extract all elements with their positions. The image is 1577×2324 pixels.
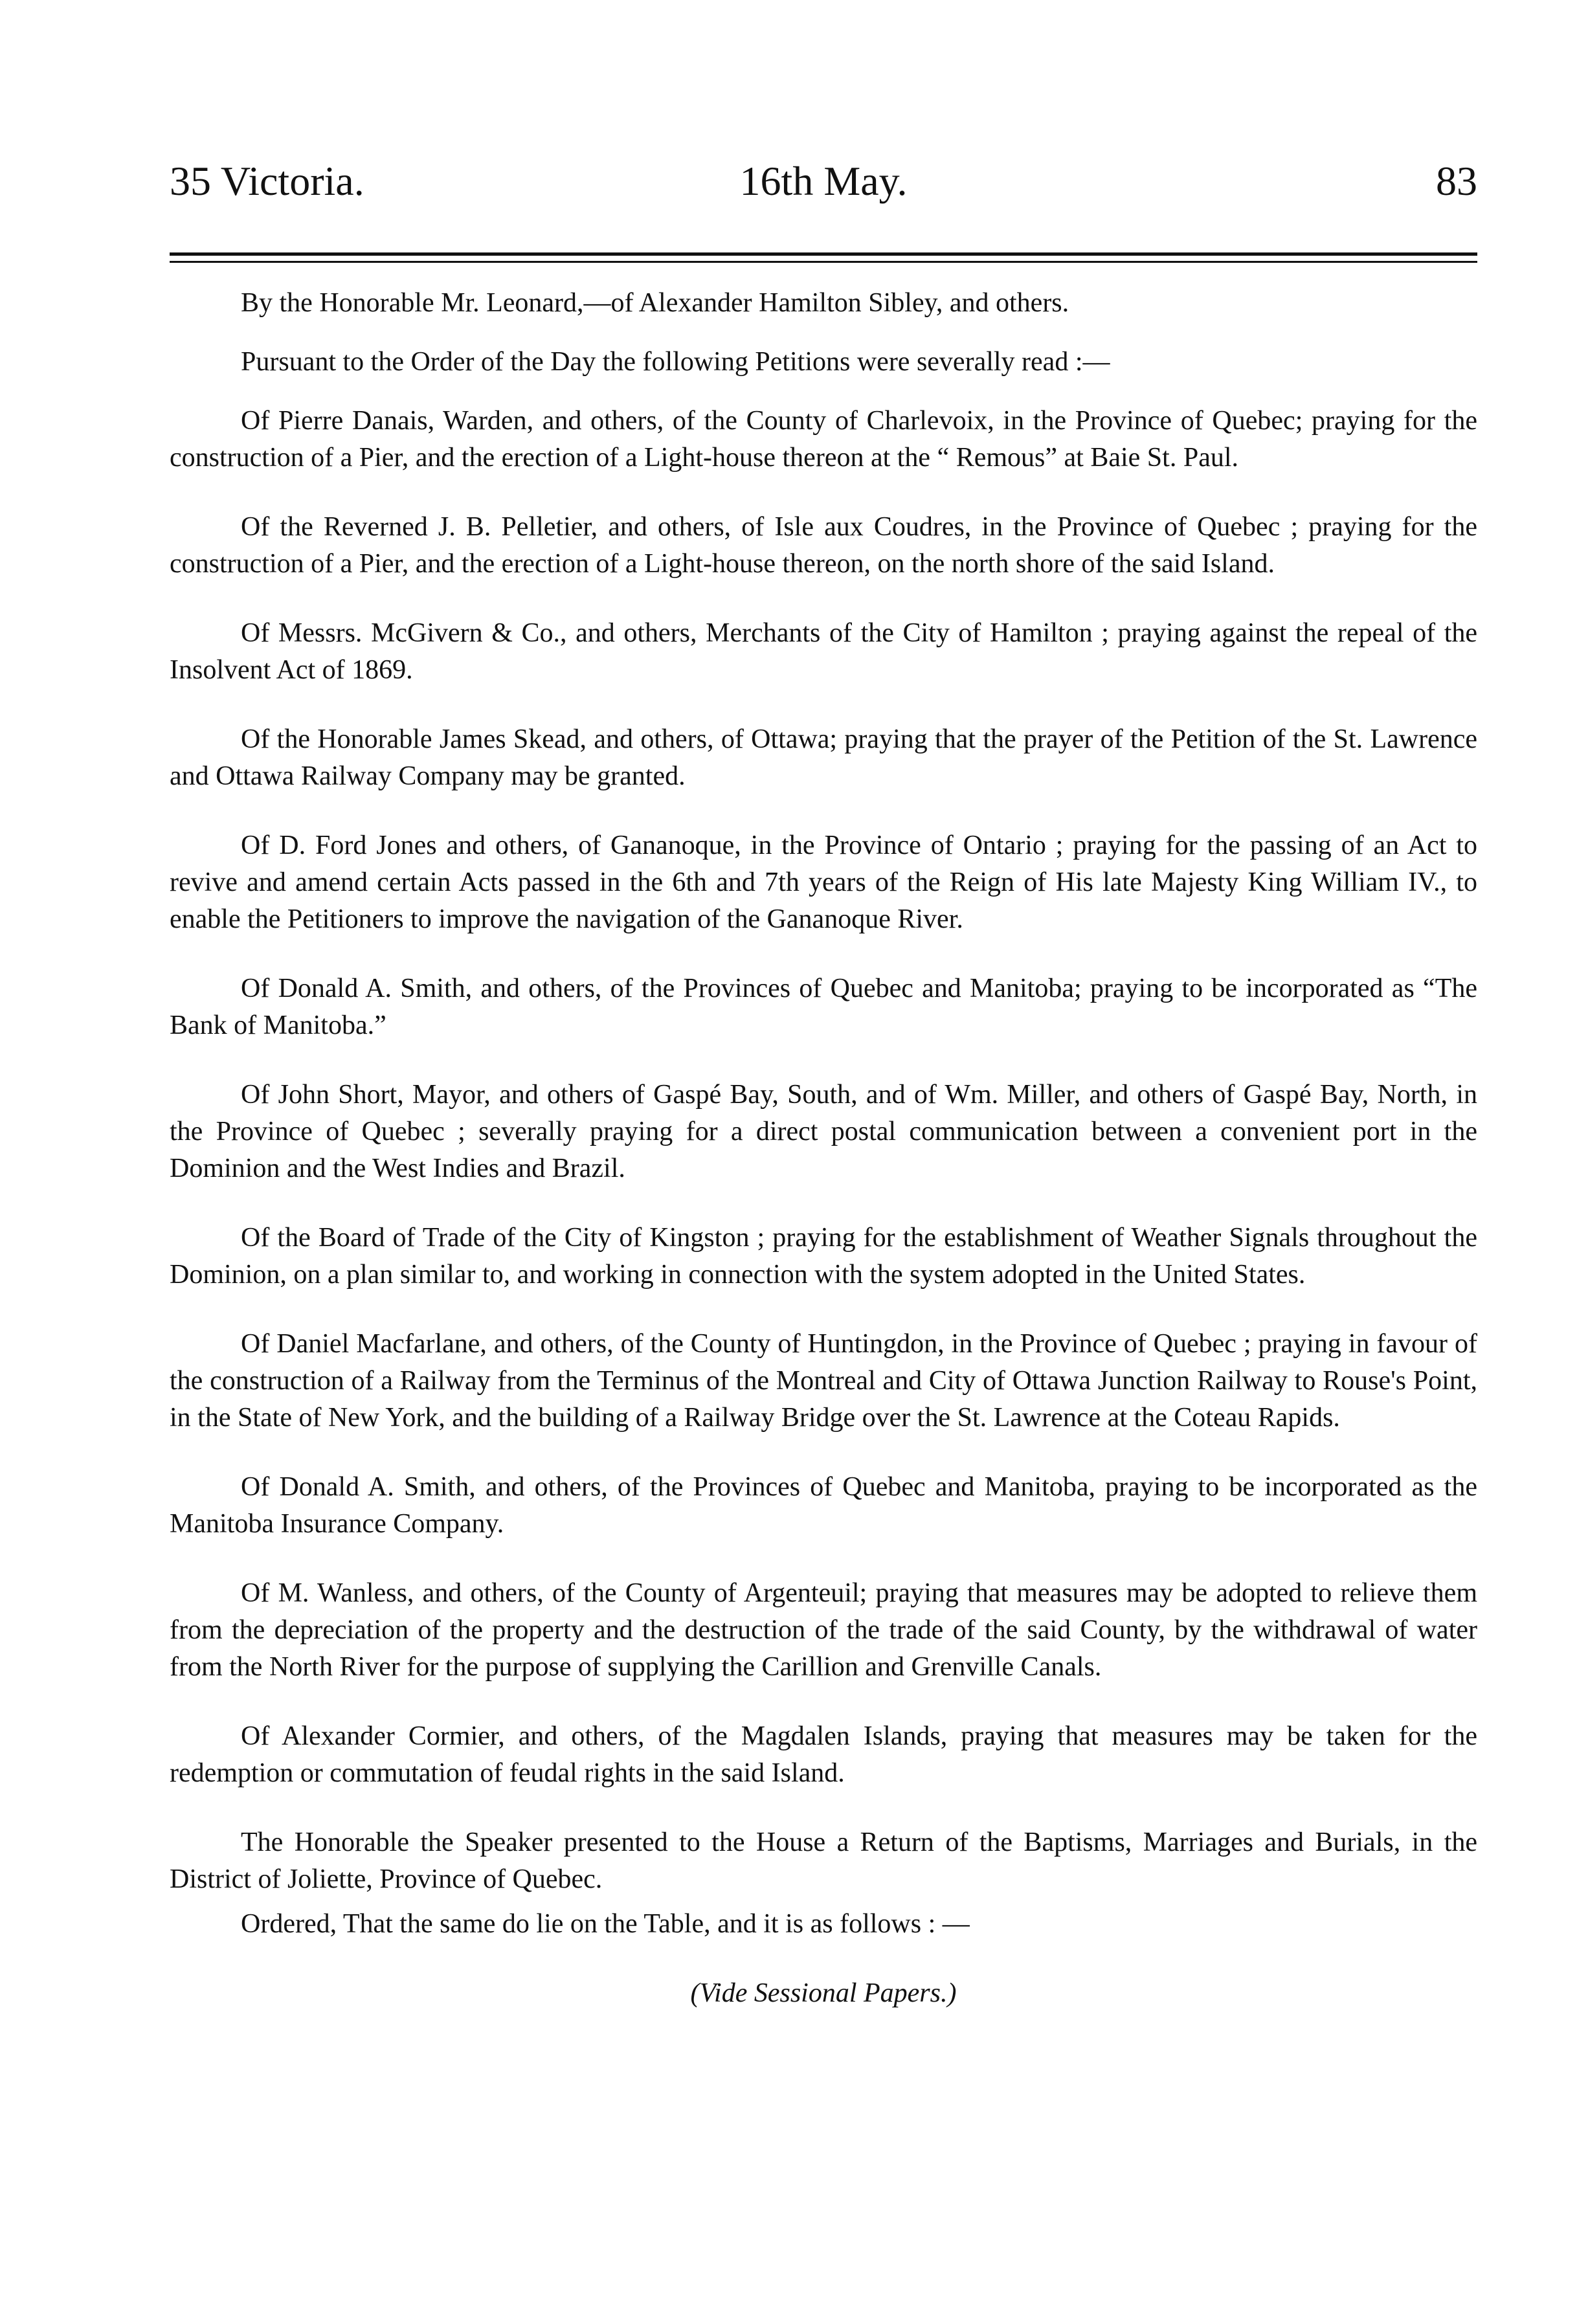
- petition-pelletier: Of the Reverned J. B. Pelletier, and others, of Isle aux Coudres, in the Province of Quebec ; praying for the construction of a Pier, and the erection of a Light-house thereon, on the north shore of the said Island.: [170, 512, 1477, 579]
- paragraph-order-of-day: Pursuant to the Order of the Day the following Petitions were severally read :—: [241, 347, 1110, 377]
- speaker-return: The Honorable the Speaker presented to the House a Return of the Baptisms, Marriages and Burials, in the District of Joliette, Province of Quebec.: [170, 1827, 1477, 1894]
- vide-sessional-papers: (Vide Sessional Papers.): [690, 1978, 957, 2008]
- petition-macfarlane: Of Daniel Macfarlane, and others, of the County of Huntingdon, in the Province of Quebec ; praying in favour of the construction of a Railway from the Terminus of the Montreal and City of Ottawa Junction Railway to Rouse's Point, in the State of New York, and the building of a Railway Bridge over the St. Lawrence at the Coteau Rapids.: [170, 1329, 1477, 1433]
- petition-smith-insurance: Of Donald A. Smith, and others, of the Provinces of Quebec and Manitoba, praying to be incorporated as the Manitoba Insurance Company.: [170, 1472, 1477, 1539]
- petition-danais: Of Pierre Danais, Warden, and others, of the County of Charlevoix, in the Province of Quebec; praying for the construction of a Pier, and the erection of a Light-house thereon at the “ Remous” at Baie St. Paul.: [170, 406, 1477, 473]
- petition-ford-jones: Of D. Ford Jones and others, of Gananoque, in the Province of Ontario ; praying for the passing of an Act to revive and amend certain Acts passed in the 6th and 7th years of the Reign of His late Majesty King William IV., to enable the Petitioners to improve the navigation of the Gananoque River.: [170, 831, 1477, 934]
- petition-short-miller: Of John Short, Mayor, and others of Gaspé Bay, South, and of Wm. Miller, and others of Gaspé Bay, North, in the Province of Quebec ; severally praying for a direct postal communication between a convenient port in the Dominion and the West Indies and Brazil.: [170, 1080, 1477, 1183]
- petition-cormier: Of Alexander Cormier, and others, of the Magdalen Islands, praying that measures may be taken for the redemption or commutation of feudal rights in the said Island.: [170, 1721, 1477, 1788]
- header-session: 35 Victoria.: [170, 158, 364, 204]
- petition-smith-bank: Of Donald A. Smith, and others, of the Provinces of Quebec and Manitoba; praying to be incorporated as “The Bank of Manitoba.”: [170, 974, 1477, 1040]
- petition-wanless: Of M. Wanless, and others, of the County of Argenteuil; praying that measures may be adopted to relieve them from the depreciation of the property and the destruction of the trade of the said County, by the withdrawal of water from the North River for the purpose of supplying the Carillion and Grenville Canals.: [170, 1578, 1477, 1682]
- petition-board-of-trade: Of the Board of Trade of the City of Kingston ; praying for the establishment of Weather Signals throughout the Dominion, on a plan similar to, and working in connection with the system adopted in the United States.: [170, 1223, 1477, 1290]
- ordered-table: Ordered, That the same do lie on the Table, and it is as follows : —: [241, 1909, 970, 1939]
- header-rule-thick: [170, 252, 1477, 256]
- journal-body: [170, 285, 1477, 2012]
- header-rule-thin: [170, 261, 1477, 263]
- petition-mcgivern: Of Messrs. McGivern & Co., and others, Merchants of the City of Hamilton ; praying against the repeal of the Insolvent Act of 1869.: [170, 618, 1477, 685]
- page-number: 83: [1436, 158, 1477, 204]
- petition-skead: Of the Honorable James Skead, and others, of Ottawa; praying that the prayer of the Petition of the St. Lawrence and Ottawa Railway Company may be granted.: [170, 724, 1477, 791]
- running-header: [170, 152, 1477, 210]
- header-date: 16th May.: [739, 158, 908, 204]
- paragraph-by-leonard: By the Honorable Mr. Leonard,—of Alexander Hamilton Sibley, and others.: [241, 288, 1069, 318]
